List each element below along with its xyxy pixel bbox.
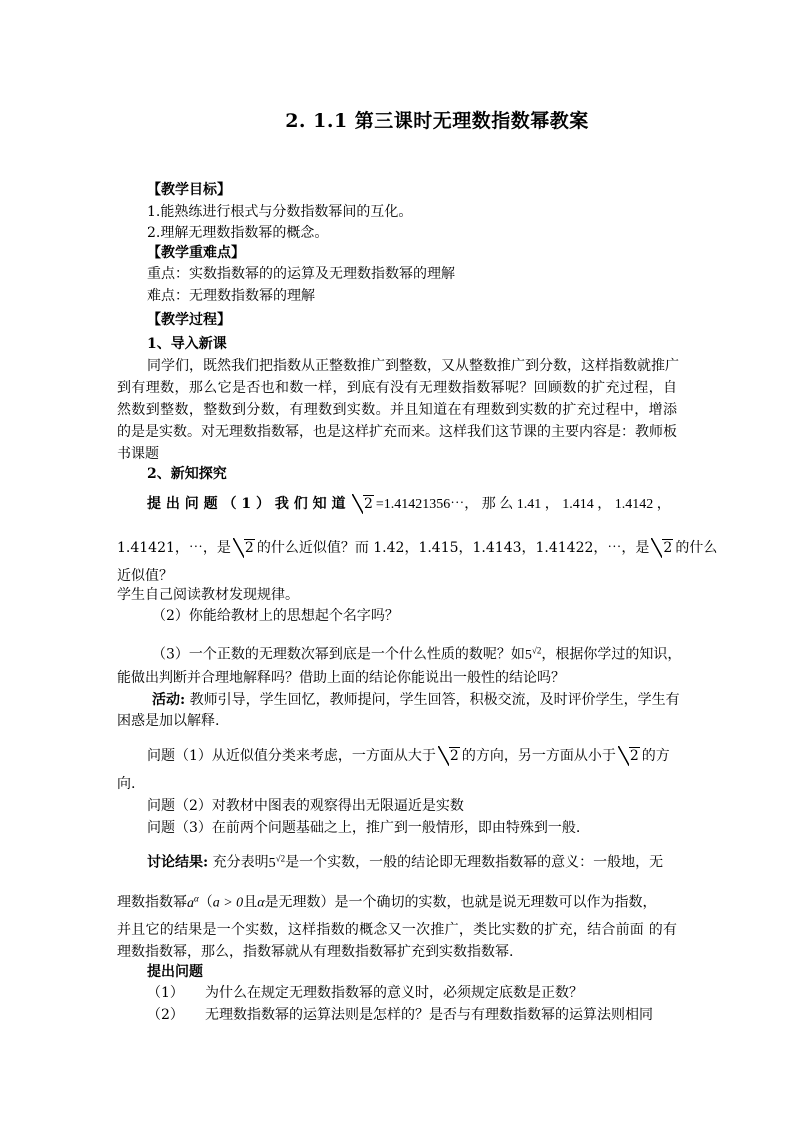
intro-line-2: 到有理数，那么它是否也和数一样，到底有没有无理数指数幂呢？回顾数的扩充过程，自 [117,380,677,396]
difficulty-point: 难点：无理数指数幂的理解 [147,288,315,304]
sqrt-2-symbol: 2 [233,538,255,558]
question-1-line-3: 近似值？ [117,568,173,584]
goal-item-1: 1.能熟练进行根式与分数指数幂间的互化。 [147,204,413,220]
question-2: （2）你能给教材上的思想起个名字吗？ [152,608,399,624]
read-instruction: 学生自己阅读教材发现规律。 [117,587,299,603]
intro-line-4: 的是是实数。对无理数指数幂，也是这样扩充而来。这样我们这节课的主要内容是：教师板 [117,424,677,440]
activity-line-1: 活动: 教师引导，学生回忆，教师提问，学生回答，积极交流，及时评价学生，学生有 [152,692,680,708]
intro-line-5: 书课题 [117,446,159,462]
key-point: 重点：实数指数幂的的运算及无理数指数幂的理解 [147,266,455,282]
keypoints-heading: 【教学重难点】 [147,245,245,261]
five-power-sqrt2: $5^{√2}$ [524,645,542,663]
goals-heading: 【教学目标】 [147,182,231,198]
definition-line-3: 理数指数幂，那么，指数幂就从有理数指数幂扩充到实数指数幂. [117,944,514,960]
question-1-label: 提 出 问 题 （ 1 ） 我 们 知 道 [147,496,346,512]
sqrt-2-symbol: 2 [651,538,673,558]
question-1-line-2: 1.41421，⋯，是 2 的什么近似值？而 1.42，1.415，1.4143，1.41422，⋯，是 2 的什么 [117,540,718,556]
activity-line-2: 困惑是加以解释. [117,713,220,729]
step2-heading: 2、新知探究 [147,466,227,482]
goal-item-2: 2.理解无理数指数幂的概念。 [147,225,329,241]
page-title: 2. 1.1 第三课时无理数指数幂教案 [285,110,589,132]
intro-line-1: 同学们，既然我们把指数从正整数推广到整数，又从整数推广到分数，这样指数就推广 [147,358,679,374]
answer-2: 问题（2）对教材中图表的观察得出无限逼近是实数 [147,798,464,814]
question-1-line-1 [147,494,671,515]
ask-item-1-number: （1） [147,985,184,1001]
ask-item-1-text: 为什么在规定无理数指数幂的意义时，必须规定底数是正数？ [205,985,583,1001]
process-heading: 【教学过程】 [147,312,231,328]
a-greater-than-zero: a > 0 [212,895,244,911]
sqrt-2-symbol: 2 [618,746,640,766]
sqrt-2-symbol: 2 [352,494,374,514]
answer-3: 问题（3）在前两个问题基础之上，推广到一般情形，即由特殊到一般. [147,820,581,836]
definition-line-2: 并且它的结果是一个实数，这样指数的概念又一次推广，类比实数的扩充，结合前面 的有 [117,922,677,938]
intro-line-3: 然数到整数，整数到分数，有理数到实数。并且知道在有理数到实数的扩充过程中，增添 [117,402,677,418]
question-3-line-2: 能做出判断并合理地解释吗？借助上面的结论你能说出一般性的结论吗？ [117,670,565,686]
alpha-symbol: α [257,895,265,911]
definition-line-1: 理数指数幂$a^\alpha(a > 0$且α是无理数）是一个确切的实数，也就是说无理数可以作为指数， [117,893,657,911]
answer-1-line-1: 问题（1）从近似值分类来考虑，一方面从大于 2 的方向，另一方面从小于 2 的方 [147,748,670,764]
question-1-values: =1.41421356⋯， 那 么 1.41 ， 1.414 ， 1.4142 ， [375,497,671,512]
five-power-sqrt2: $5^{√2}$ [268,853,286,871]
ask-heading: 提出问题 [147,964,203,980]
answer-1-line-2: 向. [117,776,136,792]
ask-item-2-number: （2） [147,1007,184,1023]
discussion-line-1: 讨论结果: 充分表明$5^{√2}$是一个实数，一般的结论即无理数指数幂的意义：一般地，无 [147,853,664,871]
ask-item-2-text: 无理数指数幂的运算法则是怎样的？是否与有理数指数幂的运算法则相同 [205,1007,653,1023]
a-power-alpha: $a^\alpha$ [187,893,199,911]
question-3-line-1: （3）一个正数的无理数次幂到底是一个什么性质的数呢？如$5^{√2}$，根据你学过的知识， [152,645,682,663]
step1-heading: 1、导入新课 [147,336,227,352]
sqrt-2-symbol: 2 [438,746,460,766]
